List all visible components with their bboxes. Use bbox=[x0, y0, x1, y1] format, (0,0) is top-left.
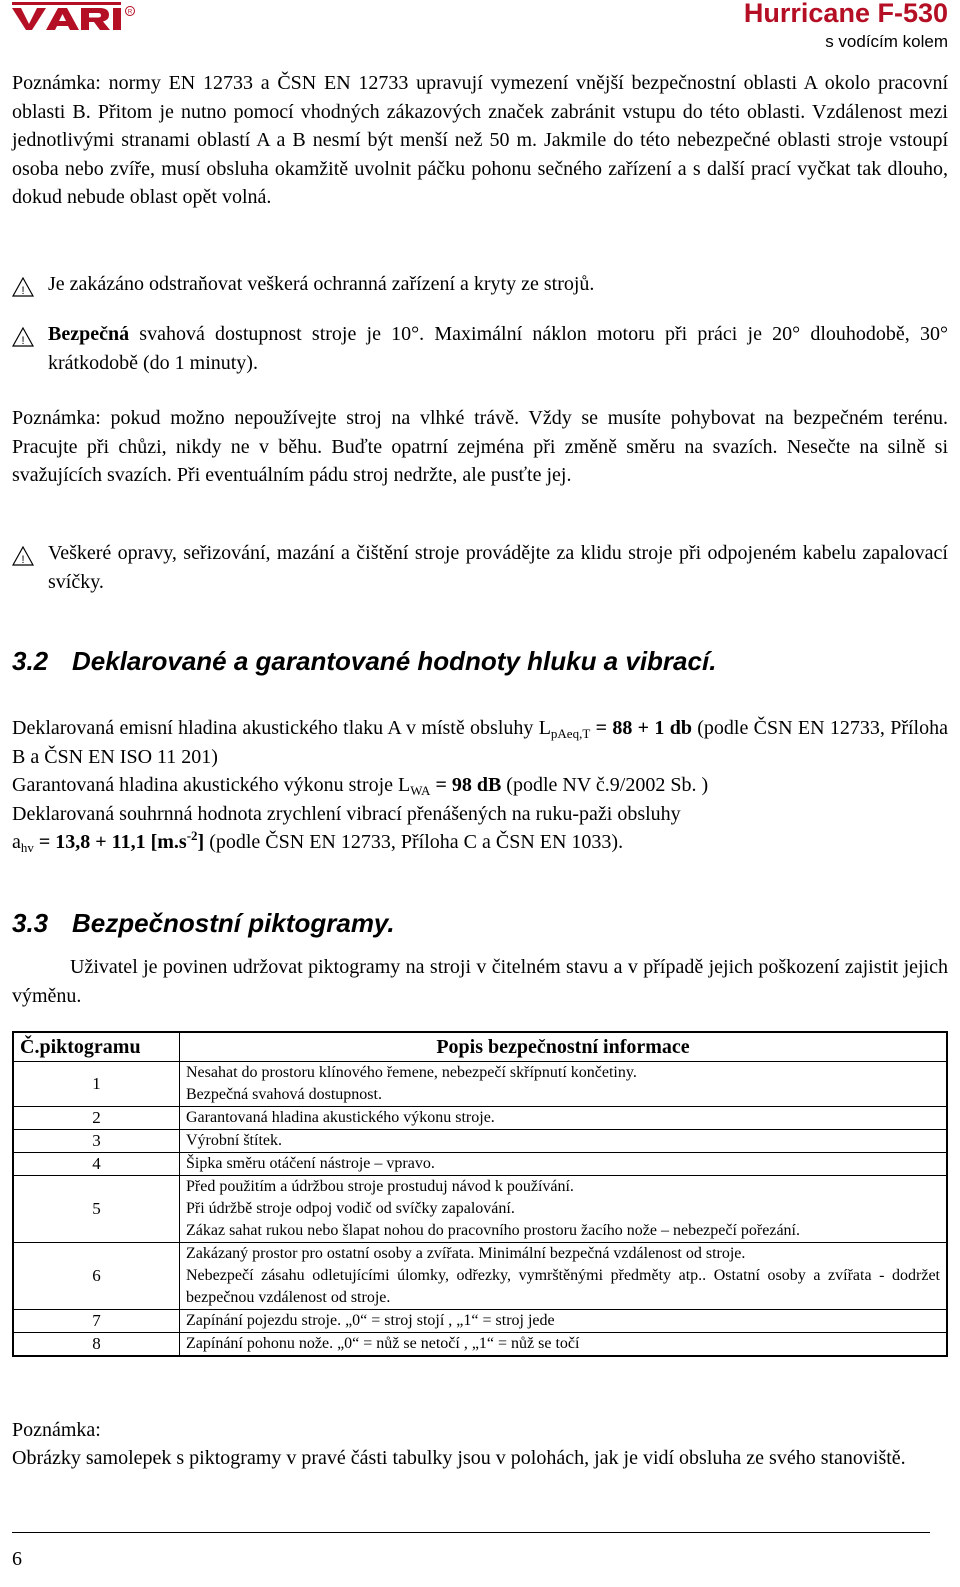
pictogram-description bbox=[180, 1107, 948, 1130]
vibration-line-1: Deklarovaná souhrnná hodnota zrychlení vibrací přenášených na ruku-paži obsluhy bbox=[12, 802, 681, 825]
note-wet-grass: Poznámka: pokud možno nepoužívejte stroj na vlhké trávě. Vždy se musíte pohybovat na bezpečném terénu. Pracujte při chůzi, nikdy ne v běhu. Buďte opatrní zejména při změně směru na svazích. Nesečte na silně si svažujících svazích. Při eventuálním pádu stroj nedržte, ale pusťte jej. bbox=[12, 407, 948, 486]
table-row bbox=[13, 1243, 947, 1310]
pictogram-number: 7 bbox=[13, 1310, 180, 1333]
page-number: 6 bbox=[12, 1548, 22, 1570]
svg-text:!: ! bbox=[21, 335, 25, 347]
page-header bbox=[12, 0, 948, 60]
note-safety-zone: Poznámka: normy EN 12733 a ČSN EN 12733 upravují vymezení vnější bezpečnostní oblasti A okolo pracovní oblasti B. Přitom je nutno pomocí vhodných zákazových značek zabránit vstupu do této oblasti. Vzdálenost mezi jednotlivými stranami oblastí A a B nesmí být menší než 50 m. Jakmile do této nebezpečné oblasti stroje vstoupí osoba nebo zvíře, musí obsluha okamžitě uvolnit páčku pohonu sečného zařízení a s další prací vyčkat tak dlouho, dokud nebude oblast opět volná. bbox=[12, 72, 948, 208]
col-header-description: Popis bezpečnostní informace bbox=[180, 1032, 948, 1062]
table-header-row bbox=[13, 1032, 947, 1062]
slope-text: svahová dostupnost stroje je 10°. Maximální náklon motoru při práci je 20° dlouhodobě, 30° krátkodobě (do 1 minuty). bbox=[48, 323, 948, 374]
description-line: Při údržbě stroje odpoj vodič od svíčky zapalování. bbox=[186, 1200, 515, 1217]
table-row bbox=[13, 1310, 947, 1333]
description-line: Garantovaná hladina akustického výkonu stroje. bbox=[186, 1109, 495, 1126]
warning-slope bbox=[48, 320, 948, 377]
vari-logo bbox=[12, 2, 142, 32]
col-header-number: Č.piktogramu bbox=[13, 1032, 180, 1062]
description-line: Šipka směru otáčení nástroje – vpravo. bbox=[186, 1155, 435, 1172]
warning-triangle-icon bbox=[12, 277, 34, 297]
description-line: Nesahat do prostoru klínového řemene, nebezpečí skřípnutí končetiny. bbox=[186, 1064, 637, 1081]
note-label: Poznámka: bbox=[12, 1419, 101, 1441]
pictogram-description bbox=[180, 1333, 948, 1357]
pictogram-number: 2 bbox=[13, 1107, 180, 1130]
table-row bbox=[13, 1153, 947, 1176]
section-heading-3-3: 3.3 Bezpečnostní piktogramy. bbox=[12, 908, 395, 938]
pictogram-number: 5 bbox=[13, 1176, 180, 1243]
note-stickers: Obrázky samolepek s piktogramy v pravé části tabulky jsou v polohách, jak je vidí obsluha ze svého stanoviště. bbox=[12, 1447, 906, 1469]
pictogram-intro: Uživatel je povinen udržovat piktogramy na stroji v čitelném stavu a v případě jejich poškození zajistit jejich výměnu. bbox=[12, 956, 948, 1007]
pictogram-number: 3 bbox=[13, 1130, 180, 1153]
pictogram-description bbox=[180, 1176, 948, 1243]
noise-line-2: Garantovaná hladina akustického výkonu stroje $L_{WA} = 98$ dB (podle NV č.9/2002 Sb. ) bbox=[12, 774, 709, 798]
description-line: Zákaz sahat rukou nebo šlapat nohou do pracovního prostoru žacího nože – nebezpečí pořezání. bbox=[186, 1222, 800, 1239]
description-line: Zakázaný prostor pro ostatní osoby a zvířata. Minimální bezpečná vzdálenost od stroje. bbox=[186, 1245, 746, 1262]
pictogram-description bbox=[180, 1310, 948, 1333]
pictogram-number: 8 bbox=[13, 1333, 180, 1357]
table-row bbox=[13, 1333, 947, 1357]
description-line: Před použitím a údržbou stroje prostuduj návod k používání. bbox=[186, 1178, 574, 1195]
vibration-line-2: $a_{hv} = 13,8 + 11,1$ $[m.s^{-2}]$ (podle ČSN EN 12733, Příloha C a ČSN EN 1033). bbox=[12, 828, 624, 855]
table-row bbox=[13, 1107, 947, 1130]
pictogram-number: 6 bbox=[13, 1243, 180, 1310]
description-line: Zapínání pohonu nože. „0“ = nůž se netočí , „1“ = nůž se točí bbox=[186, 1335, 580, 1352]
pictogram-table bbox=[12, 1031, 948, 1357]
section-heading-3-2: 3.2 Deklarované a garantované hodnoty hluku a vibrací. bbox=[12, 646, 717, 676]
svg-text:!: ! bbox=[21, 285, 25, 297]
table-row bbox=[13, 1062, 947, 1107]
warning-triangle-icon bbox=[12, 327, 34, 347]
svg-text:!: ! bbox=[21, 554, 25, 566]
noise-values bbox=[12, 714, 948, 857]
pictogram-number: 4 bbox=[13, 1153, 180, 1176]
slope-bold-word: Bezpečná bbox=[48, 323, 130, 345]
warning-guards: Je zakázáno odstraňovat veškerá ochranná zařízení a kryty ze strojů. bbox=[48, 273, 595, 295]
pictogram-description bbox=[180, 1130, 948, 1153]
warning-triangle-icon bbox=[12, 546, 34, 566]
description-line: Zapínání pojezdu stroje. „0“ = stroj stojí , „1“ = stroj jede bbox=[186, 1312, 555, 1329]
pictogram-number: 1 bbox=[13, 1062, 180, 1107]
table-row bbox=[13, 1176, 947, 1243]
product-title: Hurricane F-530 bbox=[743, 0, 948, 28]
pictogram-description bbox=[180, 1243, 948, 1310]
footer-rule bbox=[12, 1532, 930, 1533]
noise-line-1: Deklarovaná emisní hladina akustického tlaku A v místě obsluhy $L_{pAeq,T} = 88 + 1$ db (podle ČSN EN 12733, Příloha B a ČSN EN ISO 11 201) bbox=[12, 717, 948, 768]
pictogram-description bbox=[180, 1153, 948, 1176]
pictogram-description bbox=[180, 1062, 948, 1107]
description-line: Bezpečná svahová dostupnost. bbox=[186, 1086, 382, 1103]
page bbox=[12, 0, 948, 1587]
product-subtitle: s vodícím kolem bbox=[825, 32, 948, 51]
warning-repairs: Veškeré opravy, seřizování, mazání a čištění stroje provádějte za klidu stroje při odpojeném kabelu zapalovací svíčky. bbox=[48, 542, 948, 593]
description-line: Nebezpečí zásahu odletujícími úlomky, odřezky, vymrštěnými předměty atp.. Ostatní osoby a zvířata - dodržet bezpečnou vzdálenost od stroje. bbox=[186, 1267, 940, 1306]
svg-text:R: R bbox=[127, 9, 133, 16]
table-row bbox=[13, 1130, 947, 1153]
description-line: Výrobní štítek. bbox=[186, 1132, 282, 1149]
